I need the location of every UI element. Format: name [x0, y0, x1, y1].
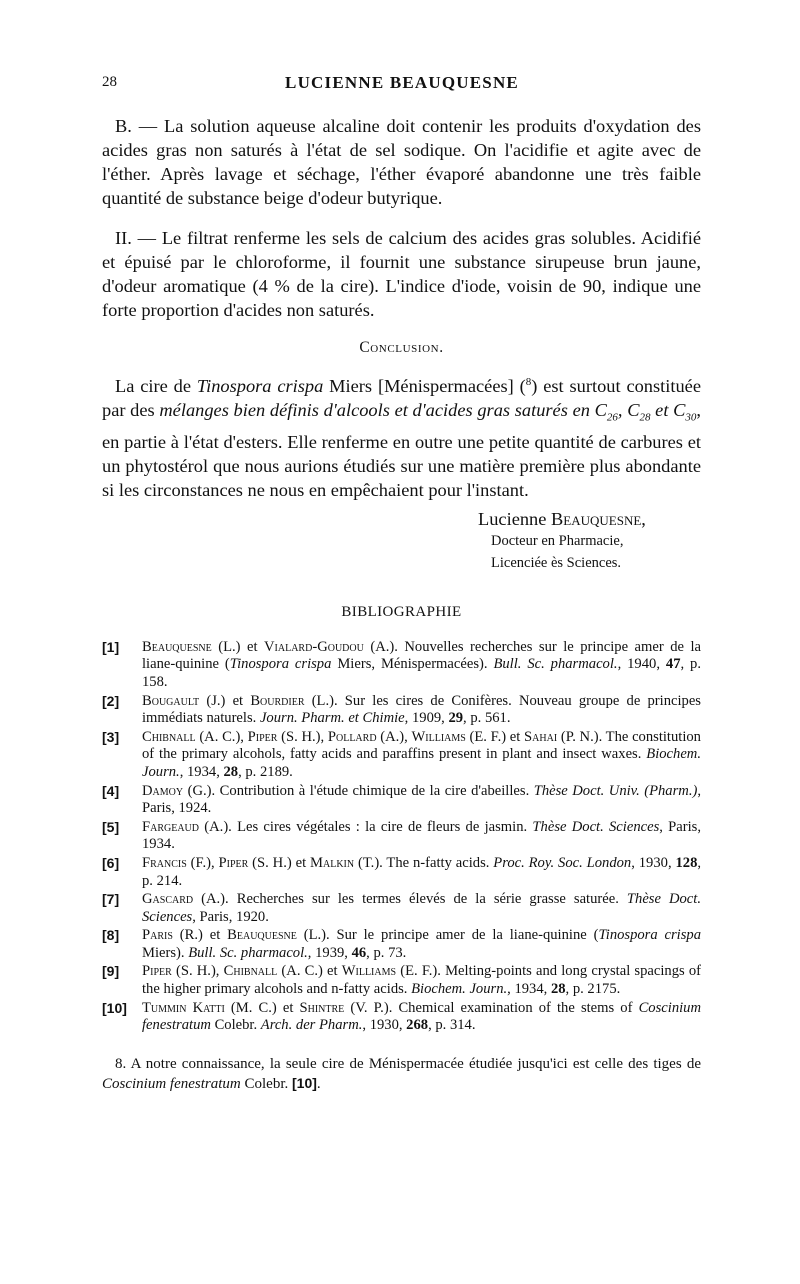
text-run: , p. 314. [428, 1017, 476, 1034]
volume: 28 [550, 981, 566, 998]
subscript-30: 30 [685, 411, 697, 424]
author: Damoy [142, 782, 184, 799]
author: Sahai [524, 728, 558, 745]
text-run: , C [617, 400, 640, 421]
text-run: Miers). [142, 944, 189, 961]
reference-text [142, 693, 701, 728]
author-first-name: Lucienne [478, 508, 552, 529]
reference-text [142, 729, 701, 782]
author: Beauquesne [227, 927, 297, 944]
author-last-name: Beauquesne, [551, 508, 646, 529]
species: Tinospora crispa [229, 656, 332, 673]
text-run: , p. 158. [142, 656, 701, 690]
author: Gascard [142, 891, 194, 908]
author: Piper [142, 963, 172, 980]
bibliography-title: BIBLIOGRAPHIE [341, 603, 462, 620]
author: Tummin Katti [142, 999, 225, 1016]
text-run: , p. 73. [366, 944, 407, 961]
reference-item [102, 891, 701, 926]
reference-text [142, 855, 701, 890]
journal: Thèse Doct. Sciences [142, 891, 701, 925]
text-run: 8. A notre connaissance, la seule cire de Ménispermacée étudiée jusqu'ici est celle des tiges de [115, 1055, 701, 1072]
journal: Bull. Sc. pharmacol. [188, 944, 308, 961]
text-run: (T.). The n-fatty acids. [354, 854, 494, 871]
text-run: (R.) et [172, 927, 228, 944]
text-run: , 1939, [307, 944, 352, 961]
author: Bougault [142, 692, 200, 709]
text-run: , en partie à l'état d'esters. Elle renferme en outre une petite quantité de carbures et un phytostérol que nous aurions étudiés sur une matière première plus abondante si les circonstances ne nous en empêchaient pour l'instant. [102, 400, 702, 500]
text-run: Colebr. [210, 1017, 261, 1034]
species: Tinospora crispa [598, 927, 702, 944]
text-run: Miers, Ménispermacées). [331, 656, 494, 673]
journal: Journ. Pharm. et Chimie [259, 710, 405, 727]
text-run: (G.). Contribution à l'étude chimique de la cire d'abeilles. [183, 782, 534, 799]
text-run: (A.). Recherches sur les termes élevés de la série grasse saturée. [193, 891, 627, 908]
author: Francis [142, 854, 187, 871]
text-run: (A. C.) et [277, 963, 342, 980]
text-run: , 1940, [617, 656, 666, 673]
text-run: (M. C.) et [224, 999, 300, 1016]
author-name [478, 508, 701, 530]
text-run: (S. H.) et [248, 854, 311, 871]
footnote-8 [102, 1055, 701, 1094]
text-run: (P. N.). The constitution of the primary alcohols, fatty acids and paraffins present in plant and insect waxes. [142, 728, 701, 763]
subscript-26: 26 [606, 411, 618, 424]
reference-text [142, 927, 701, 962]
text-run: La cire de [115, 376, 197, 397]
author: Chibnall [142, 728, 196, 745]
author: Malkin [310, 854, 355, 871]
text-run: . [316, 1075, 321, 1092]
text-run: (E. F.) et [465, 728, 525, 745]
text-run: (E. F.). Melting-points and long crystal spacings of the higher primary alcohols and n-fatty acids. [142, 963, 701, 998]
reference-item [102, 729, 701, 782]
text-run: , 1930, [362, 1017, 407, 1034]
reference-number: [7] [102, 891, 120, 908]
genus-name: Tinospora crispa [196, 376, 324, 397]
reference-item [102, 639, 701, 692]
species: Coscinium fenestratum [142, 999, 702, 1034]
author: Fargeaud [142, 818, 200, 835]
conclusion-heading: Conclusion. [359, 339, 444, 356]
author: Vialard-Goudou [264, 638, 364, 655]
subscript-28: 28 [639, 411, 651, 424]
text-run: Miers [Ménispermacées] ( [323, 376, 526, 397]
reference-number: [3] [102, 728, 120, 745]
volume: 47 [665, 656, 681, 673]
author: Chibnall [223, 963, 278, 980]
reference-item [102, 819, 701, 854]
reference-number: [4] [102, 782, 120, 799]
reference-item [102, 693, 701, 728]
reference-number: [5] [102, 818, 120, 835]
text-run: (S. H.), [171, 963, 224, 980]
page-header [102, 74, 702, 100]
reference-text [142, 963, 701, 998]
reference-number: [2] [102, 692, 120, 709]
volume: 29 [448, 710, 464, 727]
volume: 268 [406, 1017, 429, 1034]
text-run: (A.), [376, 728, 412, 745]
text-run: (A. C.), [195, 728, 248, 745]
reference-item [102, 963, 701, 998]
reference-text [142, 819, 701, 854]
reference-list [102, 639, 701, 1035]
text-run: (V. P.). Chemical examination of the stems of [344, 999, 639, 1016]
text-run: (J.) et [199, 692, 251, 709]
reference-number: [9] [102, 963, 120, 980]
reference-number: [1] [102, 638, 120, 655]
author: Pollard [327, 728, 377, 745]
author: Williams [411, 728, 466, 745]
author: Piper [218, 854, 249, 871]
author: Williams [341, 963, 397, 980]
volume: 128 [675, 854, 698, 871]
author: Shintre [299, 999, 345, 1016]
author: Piper [247, 728, 278, 745]
paragraph-ii: II. — Le filtrat renferme les sels de calcium des acides gras solubles. Acidifié et épuisé par le chloroforme, il fournit une substance sirupeuse brun jaune, d'odeur aromatique (4 % de la cire). L'indice d'iode, voisin de 90, indique une forte proportion d'acides non saturés. [102, 228, 701, 320]
text-run: , 1930, [631, 854, 676, 871]
journal: Thèse Doct. Sciences [532, 818, 660, 835]
reference-link: [10] [292, 1074, 317, 1091]
author: Bourdier [250, 692, 305, 709]
text-run: , p. 2175. [565, 981, 621, 998]
reference-text [142, 783, 701, 818]
author: Beauquesne [142, 638, 212, 655]
author-licence: Licenciée ès Sciences. [491, 554, 622, 571]
reference-item [102, 855, 701, 890]
text-run: (A.). Les cires végétales : la cire de fleurs de jasmin. [199, 818, 533, 835]
reference-text [142, 891, 701, 926]
emphasis: mélanges bien définis d'alcools et d'acides gras saturés en C [159, 400, 607, 421]
journal: Bull. Sc. pharmacol. [493, 656, 618, 673]
text-run: (F.), [186, 854, 219, 871]
text-run: , p. 2189. [238, 763, 293, 780]
reference-text [142, 1000, 701, 1035]
journal: Arch. der Pharm. [260, 1017, 363, 1034]
reference-number: [10] [102, 999, 127, 1016]
reference-item [102, 927, 701, 962]
reference-number: [8] [102, 927, 120, 944]
volume: 46 [351, 944, 367, 961]
text-run: (S. H.), [277, 728, 328, 745]
page-number: 28 [102, 74, 117, 90]
text-run: et C [650, 400, 686, 421]
running-title: LUCIENNE BEAUQUESNE [285, 73, 519, 92]
text-run: , Paris, 1934. [142, 818, 701, 853]
text-run: (L.) et [211, 638, 265, 655]
author-degree: Docteur en Pharmacie, [491, 532, 624, 549]
text-run: , 1934, [507, 981, 551, 998]
author: Paris [142, 927, 173, 944]
journal: Thèse Doct. Univ. (Pharm.) [533, 782, 698, 799]
footnote-ref: 8 [525, 376, 532, 388]
text-run: , p. 561. [463, 710, 511, 727]
text-run: (L.). Sur les cires de Conifères. Nouveau groupe de principes immédiats naturels. [142, 692, 701, 727]
reference-item [102, 1000, 701, 1035]
journal: Biochem. Journ. [411, 981, 508, 998]
text-run: ) est surtout constituée par des [102, 376, 702, 421]
reference-text [142, 639, 701, 692]
journal: Biochem. Journ. [142, 746, 701, 780]
species: Coscinium fenestratum [102, 1075, 241, 1092]
text-run: , 1909, [404, 710, 449, 727]
journal: Proc. Roy. Soc. London [493, 854, 632, 871]
text-run: , 1934, [179, 763, 224, 780]
signature-block [478, 508, 701, 574]
text-run: (A.). Nouvelles recherches sur le principe amer de la liane-quinine ( [142, 638, 701, 673]
volume: 28 [223, 763, 239, 780]
text-run: (L.). Sur le principe amer de la liane-quinine ( [296, 927, 599, 944]
reference-item [102, 783, 701, 818]
paragraph-b: B. — La solution aqueuse alcaline doit contenir les produits d'oxydation des acides gras non saturés à l'état de sel sodique. On l'acidifie et agite avec de l'éther. Après lavage et séchage, l'éther évaporé abandonne une très faible quantité de substance beige d'odeur butyrique. [102, 116, 701, 208]
text-run: , p. 214. [142, 854, 702, 889]
main-text [102, 114, 701, 1109]
conclusion-paragraph [102, 370, 701, 502]
reference-number: [6] [102, 854, 120, 871]
text-run: , Paris, 1924. [142, 782, 701, 817]
text-run: Colebr. [240, 1075, 292, 1092]
text-run: , Paris, 1920. [192, 908, 269, 925]
